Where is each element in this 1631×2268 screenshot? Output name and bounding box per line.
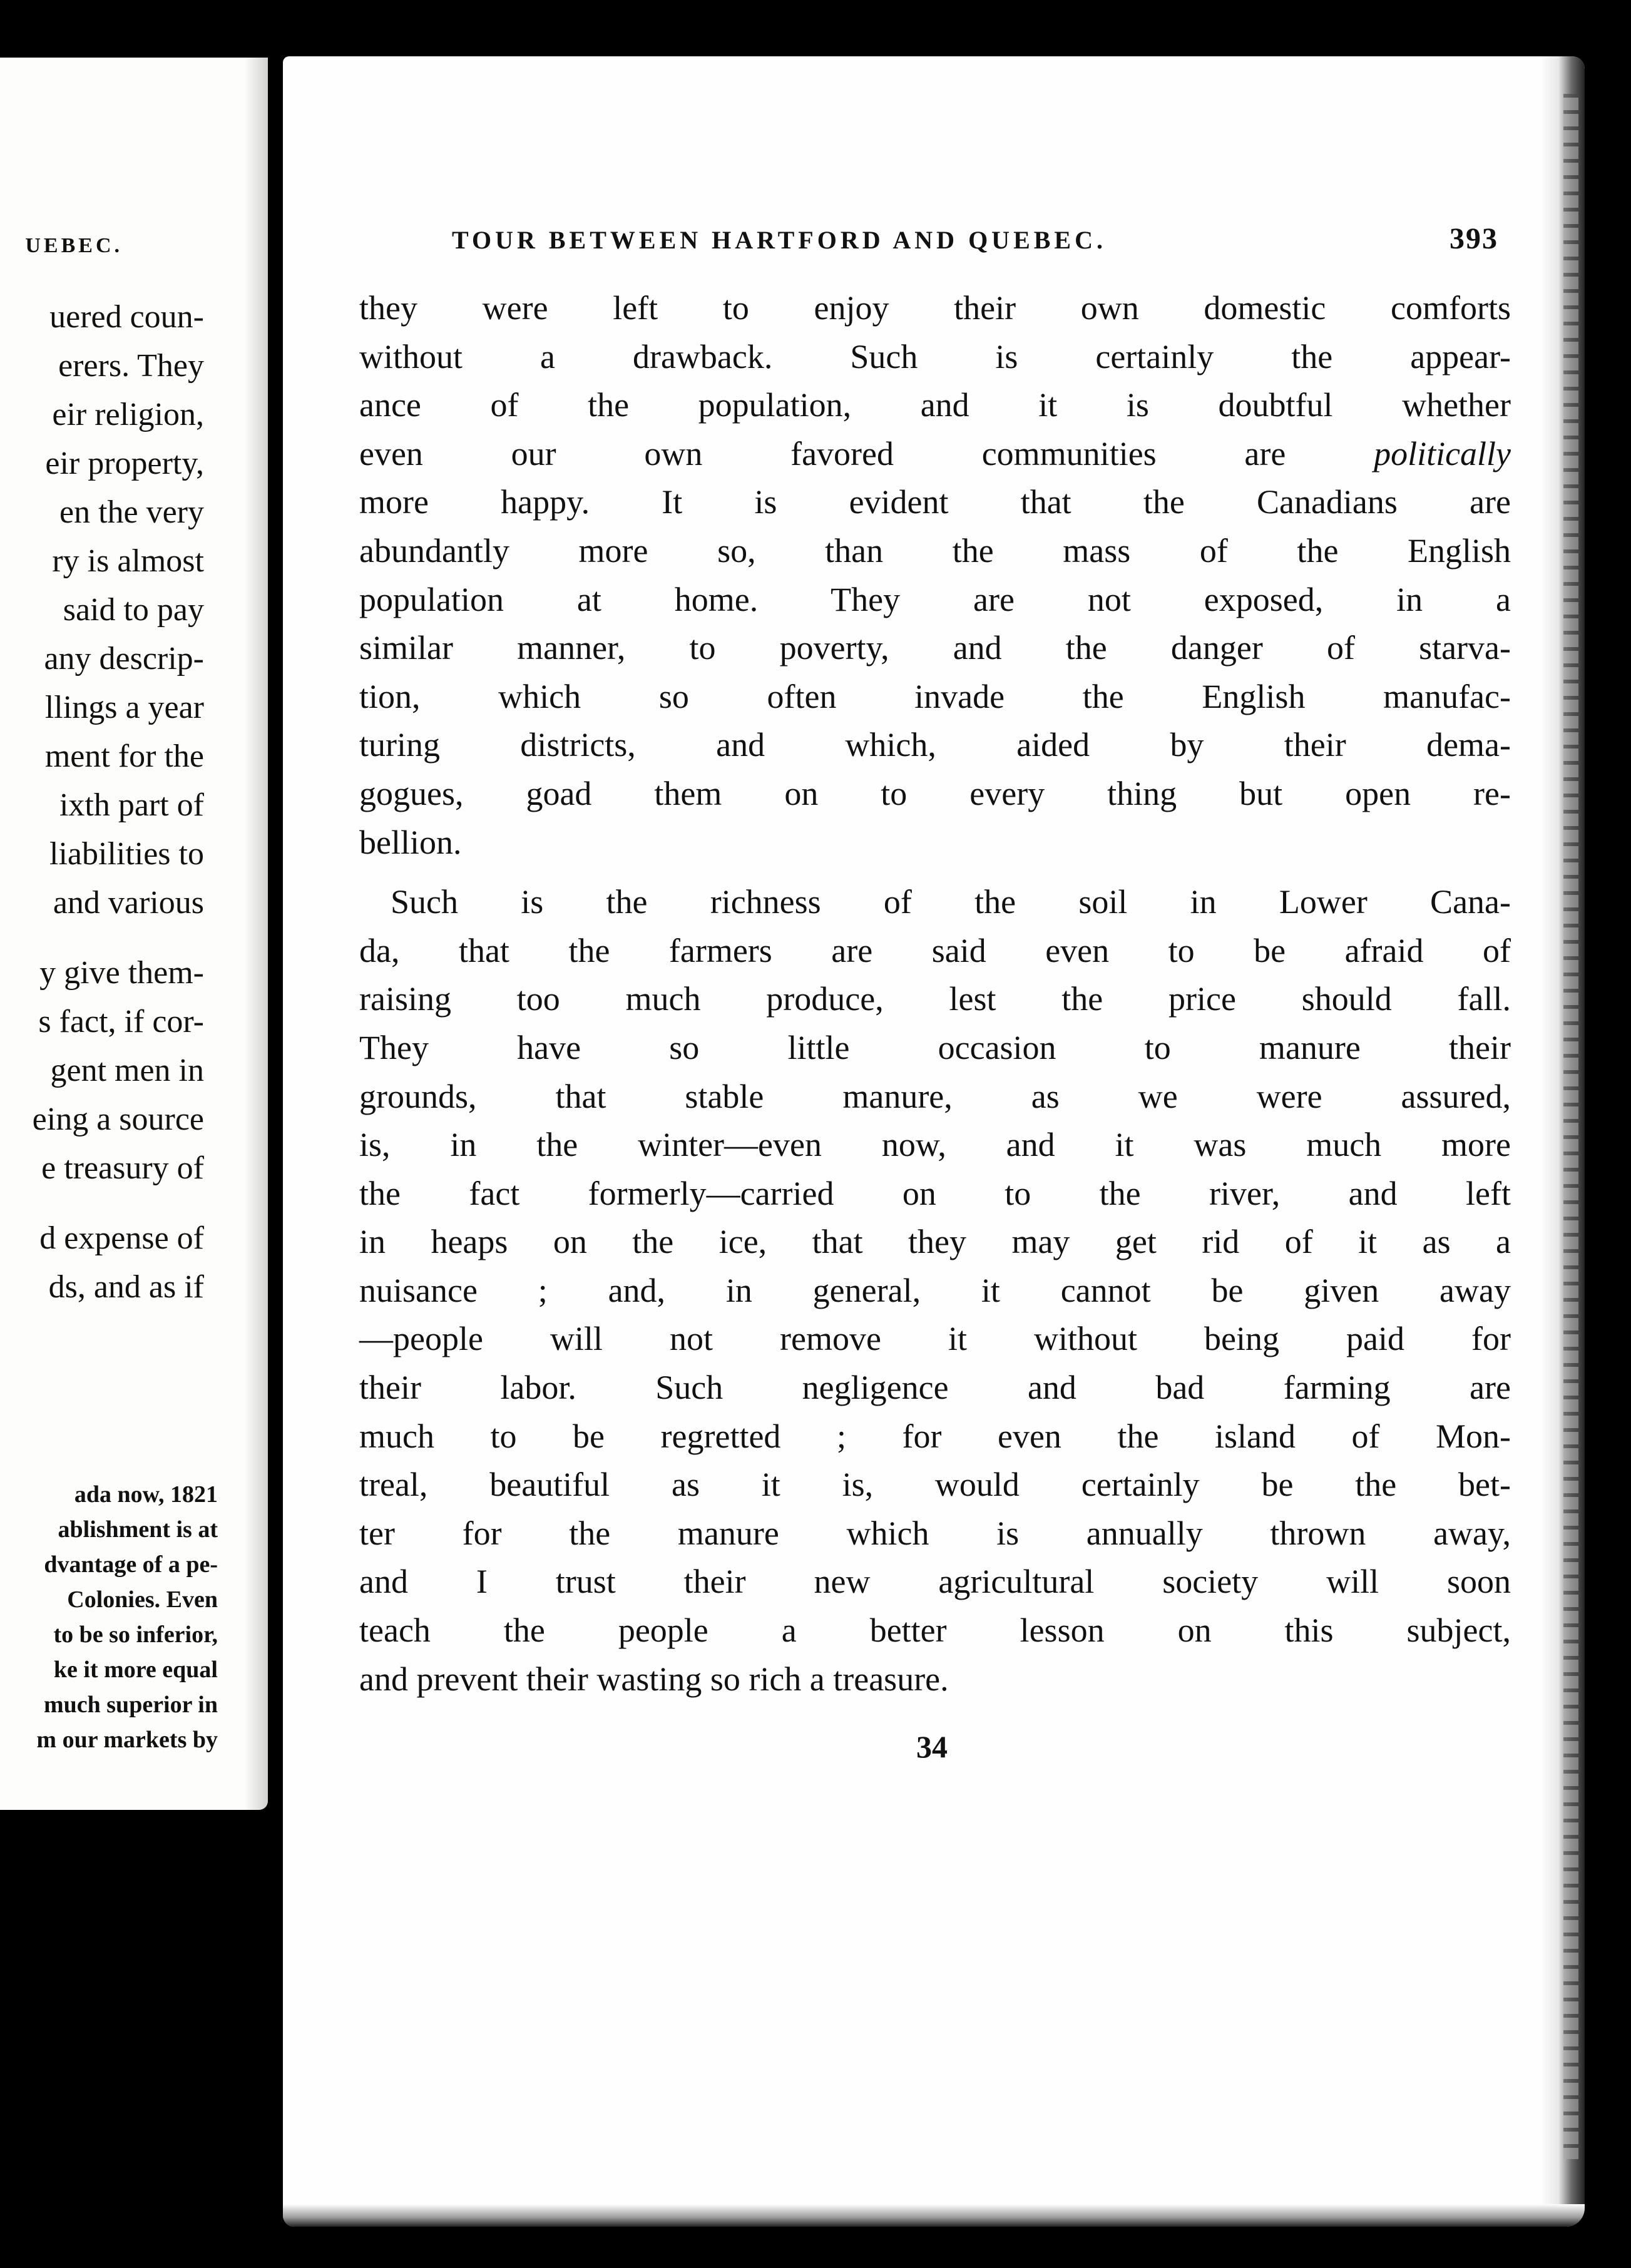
text-line: without a drawback. Such is certainly the appear- (359, 337, 1511, 375)
paragraph-gap (359, 867, 1511, 878)
running-head-title: TOUR BETWEEN HARTFORD AND QUEBEC. (452, 226, 1107, 254)
text-line: da, that the farmers are said even to be afraid of (359, 931, 1511, 969)
line-text: even our own favored communities are (359, 434, 1286, 472)
text-line: treal, beautiful as it is, would certainly be the bet- (359, 1466, 1511, 1504)
text-line: the fact formerly—carried on to the river, and left (359, 1174, 1511, 1212)
text-line: ry is almost (52, 543, 204, 579)
text-line: ds, and as if (48, 1269, 204, 1305)
italic-word: politically (1374, 434, 1511, 472)
page-bottom-edge (283, 2204, 1585, 2227)
text-line: eir religion, (52, 397, 204, 432)
left-running-head: UEBEC. (25, 234, 123, 257)
text-line: and various (53, 885, 204, 921)
text-line: y give them- (39, 955, 204, 991)
left-page-fragment (0, 58, 268, 1810)
text-line: tion, which so often invade the English manufac- (359, 677, 1511, 715)
running-head (452, 222, 1498, 255)
text-line: nuisance ; and, in general, it cannot be given away (359, 1271, 1511, 1309)
text-line: in heaps on the ice, that they may get rid of it as a (359, 1223, 1511, 1261)
text-line: liabilities to (49, 836, 204, 872)
text-line: and I trust their new agricultural society will soon (359, 1563, 1511, 1601)
text-line: llings a year (44, 690, 204, 725)
body-text (359, 284, 1511, 1704)
text-line: gogues, goad them on to every thing but open re- (359, 774, 1511, 812)
text-line: eing a source (32, 1101, 204, 1137)
left-body-lines (33, 293, 204, 1312)
text-line: gent men in (50, 1053, 204, 1088)
text-line: more happy. It is evident that the Canadians are (359, 483, 1511, 521)
text-line: Such is the richness of the soil in Lower Cana- (391, 883, 1511, 921)
text-line: uered coun- (49, 299, 204, 335)
text-line: much to be regretted ; for even the island of Mon- (359, 1417, 1511, 1455)
text-line: eir property, (45, 446, 204, 481)
text-line: they were left to enjoy their own domestic comforts (359, 289, 1511, 327)
text-line: their labor. Such negligence and bad farming are (359, 1369, 1511, 1407)
page-edge-texture (1563, 94, 1578, 2159)
text-line: bellion. (359, 823, 462, 861)
text-line: ixth part of (59, 787, 204, 823)
footnote-line: much superior in (43, 1692, 218, 1718)
signature-mark: 34 (916, 1729, 948, 1764)
paragraph-gap (33, 927, 204, 949)
text-line: said to pay (63, 592, 204, 628)
text-line: any descrip- (44, 641, 204, 677)
text-line: ter for the manure which is annually thrown away, (359, 1514, 1511, 1552)
text-line: raising too much produce, lest the price should fall. (359, 980, 1511, 1018)
text-line: —people will not remove it without being paid for (359, 1320, 1511, 1358)
page-number: 393 (1449, 222, 1498, 255)
text-line: and prevent their wasting so rich a treasure. (359, 1660, 949, 1698)
right-page (283, 56, 1585, 2227)
text-line: en the very (59, 494, 204, 530)
gutter-shadow (244, 58, 269, 1810)
footnote-line: to be so inferior, (53, 1622, 218, 1648)
footnote-line: Colonies. Even (67, 1586, 218, 1613)
text-line: is, in the winter—even now, and it was much more (359, 1126, 1511, 1164)
footnote-line: m our markets by (36, 1727, 218, 1753)
footnote-line: ablishment is at (58, 1516, 218, 1543)
text-line: grounds, that stable manure, as we were assured, (359, 1077, 1511, 1115)
text-line: population at home. They are not exposed, in a (359, 580, 1511, 618)
text-line: teach the people a better lesson on this subject, (359, 1612, 1511, 1650)
footnote-line: dvantage of a pe- (44, 1551, 218, 1578)
text-line: erers. They (58, 348, 204, 384)
text-line: ance of the population, and it is doubtful whether (359, 386, 1511, 424)
left-footnote (36, 1477, 218, 1757)
text-line: They have so little occasion to manure their (359, 1028, 1511, 1066)
text-line: turing districts, and which, aided by their dema- (359, 726, 1511, 764)
text-line (359, 430, 1511, 479)
text-line: d expense of (39, 1220, 204, 1256)
text-line: e treasury of (41, 1150, 204, 1186)
text-line: s fact, if cor- (38, 1004, 204, 1040)
footnote-line: ke it more equal (53, 1657, 218, 1683)
footnote-line: ada now, 1821 (74, 1481, 218, 1508)
text-line: abundantly more so, than the mass of the English (359, 531, 1511, 570)
text-line: similar manner, to poverty, and the danger of starva- (359, 629, 1511, 667)
text-line: ment for the (44, 738, 204, 774)
paragraph-gap (33, 1193, 204, 1214)
